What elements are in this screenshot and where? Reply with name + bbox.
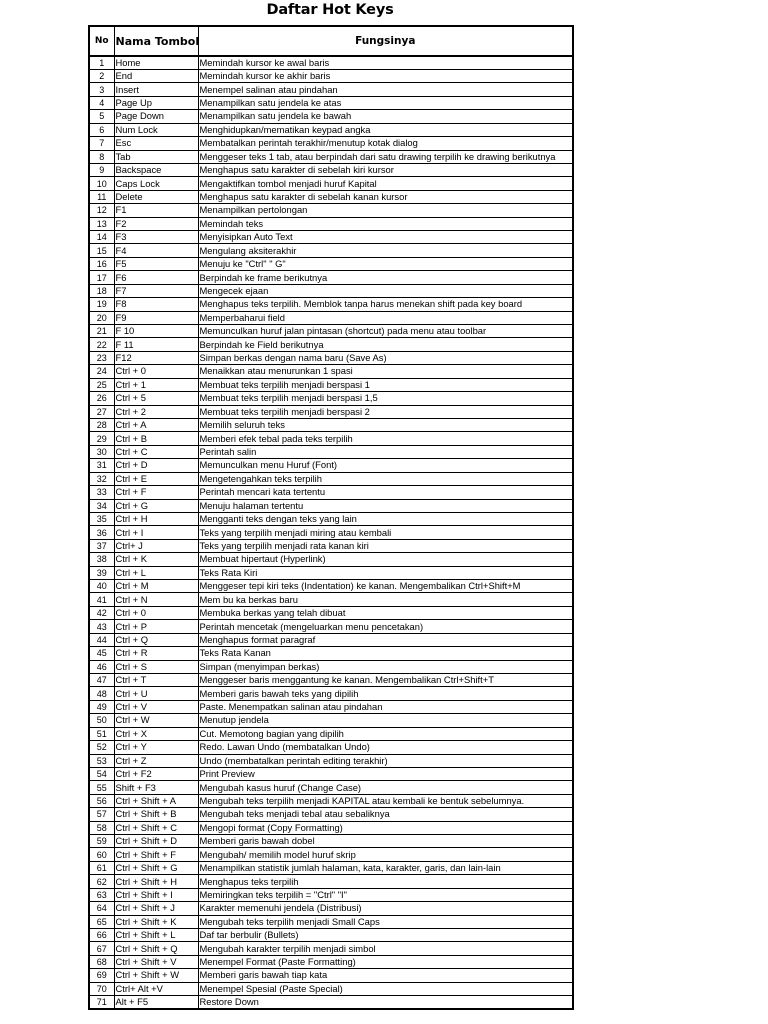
key-name-cell: F1: [114, 204, 198, 217]
key-name-cell: Ctrl + Shift + I: [114, 888, 198, 901]
row-number-cell: 28: [89, 418, 114, 431]
function-cell: Membatalkan perintah terakhir/menutup kotak dialog: [198, 137, 573, 150]
table-row: [89, 647, 573, 660]
function-cell: Mengulang aksiterakhir: [198, 244, 573, 257]
row-number-cell: 49: [89, 700, 114, 713]
key-name-cell: Ctrl + L: [114, 566, 198, 579]
row-number-cell: 14: [89, 231, 114, 244]
table-row: [89, 553, 573, 566]
column-header-key-name: Nama Tombol: [114, 26, 198, 56]
table-row: [89, 794, 573, 807]
key-name-cell: Ctrl + V: [114, 700, 198, 713]
function-cell: Simpan berkas dengan nama baru (Save As): [198, 351, 573, 364]
row-number-cell: 17: [89, 271, 114, 284]
table-row: [89, 405, 573, 418]
table-row: [89, 808, 573, 821]
function-cell: Menampilkan satu jendela ke bawah: [198, 110, 573, 123]
key-name-cell: Ctrl + Shift + C: [114, 821, 198, 834]
row-number-cell: 51: [89, 727, 114, 740]
row-number-cell: 1: [89, 56, 114, 70]
key-name-cell: Insert: [114, 83, 198, 96]
row-number-cell: 60: [89, 848, 114, 861]
page-title: Daftar Hot Keys: [266, 2, 394, 18]
function-cell: Menghapus teks terpilih: [198, 875, 573, 888]
row-number-cell: 25: [89, 378, 114, 391]
key-name-cell: Ctrl + M: [114, 580, 198, 593]
table-row: [89, 821, 573, 834]
function-cell: Membuat teks terpilih menjadi berspasi 1,5: [198, 392, 573, 405]
table-row: [89, 56, 573, 70]
function-cell: Perintah salin: [198, 445, 573, 458]
table-row: [89, 512, 573, 525]
row-number-cell: 71: [89, 996, 114, 1010]
row-number-cell: 57: [89, 808, 114, 821]
row-number-cell: 64: [89, 902, 114, 915]
key-name-cell: F9: [114, 311, 198, 324]
function-cell: Menghapus teks terpilih. Memblok tanpa harus menekan shift pada key board: [198, 298, 573, 311]
key-name-cell: Ctrl + T: [114, 673, 198, 686]
table-row: [89, 472, 573, 485]
table-row: [89, 781, 573, 794]
table-row: [89, 432, 573, 445]
key-name-cell: Ctrl + Shift + D: [114, 835, 198, 848]
row-number-cell: 35: [89, 512, 114, 525]
table-row: [89, 996, 573, 1010]
function-cell: Memilih seluruh teks: [198, 418, 573, 431]
hotkeys-table: [88, 25, 574, 1010]
function-cell: Menempel Spesial (Paste Special): [198, 982, 573, 995]
key-name-cell: Ctrl + W: [114, 714, 198, 727]
function-cell: Menghapus satu karakter di sebelah kanan kursor: [198, 190, 573, 203]
table-row: [89, 539, 573, 552]
function-cell: Teks Rata Kanan: [198, 647, 573, 660]
key-name-cell: Ctrl + Shift + V: [114, 955, 198, 968]
key-name-cell: Ctrl + Shift + Q: [114, 942, 198, 955]
key-name-cell: F 10: [114, 325, 198, 338]
function-cell: Memberi garis bawah tiap kata: [198, 969, 573, 982]
function-cell: Memindah kursor ke akhir baris: [198, 70, 573, 83]
row-number-cell: 44: [89, 633, 114, 646]
key-name-cell: Ctrl + Shift + B: [114, 808, 198, 821]
table-row: [89, 298, 573, 311]
function-cell: Mengubah teks terpilih menjadi Small Caps: [198, 915, 573, 928]
table-row: [89, 861, 573, 874]
function-cell: Menempel salinan atau pindahan: [198, 83, 573, 96]
row-number-cell: 21: [89, 325, 114, 338]
table-row: [89, 392, 573, 405]
key-name-cell: Num Lock: [114, 123, 198, 136]
row-number-cell: 31: [89, 459, 114, 472]
function-cell: Menghidupkan/mematikan keypad angka: [198, 123, 573, 136]
row-number-cell: 11: [89, 190, 114, 203]
row-number-cell: 48: [89, 687, 114, 700]
function-cell: Menggeser tepi kiri teks (Indentation) ke kanan. Mengembalikan Ctrl+Shift+M: [198, 580, 573, 593]
table-row: [89, 351, 573, 364]
key-name-cell: End: [114, 70, 198, 83]
key-name-cell: Page Up: [114, 96, 198, 109]
function-cell: Menghapus format paragraf: [198, 633, 573, 646]
function-cell: Print Preview: [198, 767, 573, 780]
key-name-cell: F2: [114, 217, 198, 230]
function-cell: Mengetengahkan teks terpilih: [198, 472, 573, 485]
function-cell: Menuju halaman tertentu: [198, 499, 573, 512]
row-number-cell: 65: [89, 915, 114, 928]
table-row: [89, 902, 573, 915]
key-name-cell: Ctrl + N: [114, 593, 198, 606]
key-name-cell: Ctrl + H: [114, 512, 198, 525]
table-row: [89, 311, 573, 324]
key-name-cell: Ctrl + F2: [114, 767, 198, 780]
key-name-cell: Ctrl + Shift + G: [114, 861, 198, 874]
table-row: [89, 70, 573, 83]
row-number-cell: 62: [89, 875, 114, 888]
table-row: [89, 526, 573, 539]
function-cell: Membuat hipertaut (Hyperlink): [198, 553, 573, 566]
row-number-cell: 26: [89, 392, 114, 405]
key-name-cell: Ctrl + Shift + A: [114, 794, 198, 807]
function-cell: Mengubah karakter terpilih menjadi simbol: [198, 942, 573, 955]
row-number-cell: 12: [89, 204, 114, 217]
key-name-cell: Ctrl + Q: [114, 633, 198, 646]
row-number-cell: 13: [89, 217, 114, 230]
table-row: [89, 284, 573, 297]
function-cell: Undo (membatalkan perintah editing terakhir): [198, 754, 573, 767]
table-row: [89, 929, 573, 942]
key-name-cell: Ctrl + Z: [114, 754, 198, 767]
table-row: [89, 982, 573, 995]
function-cell: Mengubah teks menjadi tebal atau sebaliknya: [198, 808, 573, 821]
row-number-cell: 6: [89, 123, 114, 136]
key-name-cell: Page Down: [114, 110, 198, 123]
function-cell: Paste. Menempatkan salinan atau pindahan: [198, 700, 573, 713]
function-cell: Teks yang terpilih menjadi rata kanan kiri: [198, 539, 573, 552]
table-row: [89, 942, 573, 955]
table-row: [89, 486, 573, 499]
table-row: [89, 123, 573, 136]
key-name-cell: Ctrl + A: [114, 418, 198, 431]
key-name-cell: F5: [114, 257, 198, 270]
function-cell: Berpindah ke frame berikutnya: [198, 271, 573, 284]
table-row: [89, 955, 573, 968]
function-cell: Redo. Lawan Undo (membatalkan Undo): [198, 741, 573, 754]
function-cell: Memberi efek tebal pada teks terpilih: [198, 432, 573, 445]
key-name-cell: Caps Lock: [114, 177, 198, 190]
key-name-cell: Ctrl + K: [114, 553, 198, 566]
key-name-cell: F7: [114, 284, 198, 297]
key-name-cell: Ctrl + C: [114, 445, 198, 458]
key-name-cell: F3: [114, 231, 198, 244]
function-cell: Menaikkan atau menurunkan 1 spasi: [198, 365, 573, 378]
function-cell: Perintah mencari kata tertentu: [198, 486, 573, 499]
function-cell: Menampilkan statistik jumlah halaman, kata, karakter, garis, dan lain-lain: [198, 861, 573, 874]
key-name-cell: Ctrl + D: [114, 459, 198, 472]
key-name-cell: Home: [114, 56, 198, 70]
function-cell: Memberi garis bawah teks yang dipilih: [198, 687, 573, 700]
key-name-cell: Ctrl + 0: [114, 606, 198, 619]
key-name-cell: F6: [114, 271, 198, 284]
key-name-cell: Ctrl + F: [114, 486, 198, 499]
table-row: [89, 660, 573, 673]
row-number-cell: 61: [89, 861, 114, 874]
function-cell: Daf tar berbulir (Bullets): [198, 929, 573, 942]
key-name-cell: Alt + F5: [114, 996, 198, 1010]
function-cell: Membuat teks terpilih menjadi berspasi 1: [198, 378, 573, 391]
row-number-cell: 7: [89, 137, 114, 150]
key-name-cell: Ctrl + Shift + W: [114, 969, 198, 982]
table-row: [89, 673, 573, 686]
function-cell: Memunculkan menu Huruf (Font): [198, 459, 573, 472]
table-row: [89, 580, 573, 593]
function-cell: Memberi garis bawah dobel: [198, 835, 573, 848]
row-number-cell: 19: [89, 298, 114, 311]
function-cell: Menutup jendela: [198, 714, 573, 727]
key-name-cell: Ctrl + Shift + F: [114, 848, 198, 861]
key-name-cell: Ctrl + U: [114, 687, 198, 700]
function-cell: Mengaktifkan tombol menjadi huruf Kapital: [198, 177, 573, 190]
key-name-cell: Ctrl + G: [114, 499, 198, 512]
table-body: [89, 56, 573, 1009]
row-number-cell: 46: [89, 660, 114, 673]
column-header-function: Fungsinya: [198, 26, 573, 56]
table-row: [89, 741, 573, 754]
table-row: [89, 848, 573, 861]
key-name-cell: Ctrl + 5: [114, 392, 198, 405]
row-number-cell: 67: [89, 942, 114, 955]
row-number-cell: 2: [89, 70, 114, 83]
key-name-cell: F4: [114, 244, 198, 257]
function-cell: Memiringkan teks terpilih = "Ctrl" "I": [198, 888, 573, 901]
row-number-cell: 42: [89, 606, 114, 619]
function-cell: Menghapus satu karakter di sebelah kiri kursor: [198, 163, 573, 176]
table-row: [89, 177, 573, 190]
key-name-cell: Ctrl + Shift + K: [114, 915, 198, 928]
table-row: [89, 714, 573, 727]
key-name-cell: Ctrl + R: [114, 647, 198, 660]
key-name-cell: Ctrl + 2: [114, 405, 198, 418]
function-cell: Mengecek ejaan: [198, 284, 573, 297]
table-row: [89, 231, 573, 244]
table-row: [89, 606, 573, 619]
row-number-cell: 58: [89, 821, 114, 834]
row-number-cell: 40: [89, 580, 114, 593]
row-number-cell: 54: [89, 767, 114, 780]
table-row: [89, 338, 573, 351]
function-cell: Menggeser baris menggantung ke kanan. Mengembalikan Ctrl+Shift+T: [198, 673, 573, 686]
key-name-cell: Ctrl + P: [114, 620, 198, 633]
key-name-cell: Delete: [114, 190, 198, 203]
table-row: [89, 445, 573, 458]
row-number-cell: 22: [89, 338, 114, 351]
row-number-cell: 24: [89, 365, 114, 378]
row-number-cell: 5: [89, 110, 114, 123]
function-cell: Memperbaharui field: [198, 311, 573, 324]
row-number-cell: 50: [89, 714, 114, 727]
row-number-cell: 63: [89, 888, 114, 901]
table-row: [89, 96, 573, 109]
row-number-cell: 10: [89, 177, 114, 190]
function-cell: Mengubah teks terpilih menjadi KAPITAL atau kembali ke bentuk sebelumnya.: [198, 794, 573, 807]
row-number-cell: 47: [89, 673, 114, 686]
table-row: [89, 418, 573, 431]
table-row: [89, 365, 573, 378]
table-row: [89, 835, 573, 848]
table-row: [89, 83, 573, 96]
row-number-cell: 36: [89, 526, 114, 539]
row-number-cell: 37: [89, 539, 114, 552]
function-cell: Memunculkan huruf jalan pintasan (shortcut) pada menu atau toolbar: [198, 325, 573, 338]
table-row: [89, 915, 573, 928]
function-cell: Memindah kursor ke awal baris: [198, 56, 573, 70]
key-name-cell: Ctrl + 1: [114, 378, 198, 391]
function-cell: Mengganti teks dengan teks yang lain: [198, 512, 573, 525]
table-header-row: [89, 26, 573, 56]
row-number-cell: 15: [89, 244, 114, 257]
row-number-cell: 23: [89, 351, 114, 364]
table-row: [89, 459, 573, 472]
function-cell: Membuka berkas yang telah dibuat: [198, 606, 573, 619]
table-row: [89, 593, 573, 606]
table-row: [89, 633, 573, 646]
row-number-cell: 34: [89, 499, 114, 512]
function-cell: Simpan (menyimpan berkas): [198, 660, 573, 673]
key-name-cell: Tab: [114, 150, 198, 163]
function-cell: Teks yang terpilih menjadi miring atau kembali: [198, 526, 573, 539]
table-row: [89, 204, 573, 217]
row-number-cell: 39: [89, 566, 114, 579]
function-cell: Menempel Format (Paste Formatting): [198, 955, 573, 968]
row-number-cell: 4: [89, 96, 114, 109]
function-cell: Menggeser teks 1 tab, atau berpindah dari satu drawing terpilih ke drawing berikutnya: [198, 150, 573, 163]
key-name-cell: Ctrl+ J: [114, 539, 198, 552]
key-name-cell: Ctrl + E: [114, 472, 198, 485]
row-number-cell: 56: [89, 794, 114, 807]
function-cell: Membuat teks terpilih menjadi berspasi 2: [198, 405, 573, 418]
key-name-cell: Esc: [114, 137, 198, 150]
key-name-cell: Ctrl + Y: [114, 741, 198, 754]
key-name-cell: Ctrl + S: [114, 660, 198, 673]
key-name-cell: Ctrl + Shift + H: [114, 875, 198, 888]
row-number-cell: 27: [89, 405, 114, 418]
row-number-cell: 43: [89, 620, 114, 633]
key-name-cell: Ctrl + B: [114, 432, 198, 445]
table-row: [89, 271, 573, 284]
row-number-cell: 69: [89, 969, 114, 982]
row-number-cell: 52: [89, 741, 114, 754]
table-row: [89, 499, 573, 512]
table-row: [89, 325, 573, 338]
key-name-cell: Shift + F3: [114, 781, 198, 794]
function-cell: Menampilkan satu jendela ke atas: [198, 96, 573, 109]
table-row: [89, 875, 573, 888]
function-cell: Mengopi format (Copy Formatting): [198, 821, 573, 834]
table-row: [89, 244, 573, 257]
function-cell: Menyisipkan Auto Text: [198, 231, 573, 244]
table-row: [89, 700, 573, 713]
row-number-cell: 55: [89, 781, 114, 794]
table-row: [89, 137, 573, 150]
row-number-cell: 41: [89, 593, 114, 606]
key-name-cell: Backspace: [114, 163, 198, 176]
table-row: [89, 754, 573, 767]
function-cell: Menampilkan pertolongan: [198, 204, 573, 217]
row-number-cell: 33: [89, 486, 114, 499]
row-number-cell: 3: [89, 83, 114, 96]
function-cell: Memindah teks: [198, 217, 573, 230]
key-name-cell: F 11: [114, 338, 198, 351]
table-row: [89, 566, 573, 579]
table-row: [89, 888, 573, 901]
row-number-cell: 70: [89, 982, 114, 995]
table-row: [89, 620, 573, 633]
table-row: [89, 190, 573, 203]
key-name-cell: F8: [114, 298, 198, 311]
table-row: [89, 969, 573, 982]
row-number-cell: 20: [89, 311, 114, 324]
function-cell: Perintah mencetak (mengeluarkan menu pencetakan): [198, 620, 573, 633]
row-number-cell: 30: [89, 445, 114, 458]
key-name-cell: Ctrl+ Alt +V: [114, 982, 198, 995]
row-number-cell: 38: [89, 553, 114, 566]
row-number-cell: 66: [89, 929, 114, 942]
table-row: [89, 767, 573, 780]
table-row: [89, 257, 573, 270]
function-cell: Teks Rata Kiri: [198, 566, 573, 579]
function-cell: Mengubah/ memilih model huruf skrip: [198, 848, 573, 861]
row-number-cell: 9: [89, 163, 114, 176]
table-row: [89, 378, 573, 391]
table-row: [89, 163, 573, 176]
table-row: [89, 110, 573, 123]
row-number-cell: 8: [89, 150, 114, 163]
key-name-cell: Ctrl + 0: [114, 365, 198, 378]
table-row: [89, 687, 573, 700]
function-cell: Berpindah ke Field berikutnya: [198, 338, 573, 351]
table-row: [89, 727, 573, 740]
key-name-cell: Ctrl + Shift + J: [114, 902, 198, 915]
row-number-cell: 16: [89, 257, 114, 270]
row-number-cell: 29: [89, 432, 114, 445]
function-cell: Cut. Memotong bagian yang dipilih: [198, 727, 573, 740]
row-number-cell: 18: [89, 284, 114, 297]
row-number-cell: 32: [89, 472, 114, 485]
row-number-cell: 53: [89, 754, 114, 767]
function-cell: Restore Down: [198, 996, 573, 1010]
key-name-cell: Ctrl + I: [114, 526, 198, 539]
function-cell: Menuju ke "Ctrl" " G": [198, 257, 573, 270]
function-cell: Mem bu ka berkas baru: [198, 593, 573, 606]
table-row: [89, 217, 573, 230]
table-row: [89, 150, 573, 163]
function-cell: Karakter memenuhi jendela (Distribusi): [198, 902, 573, 915]
row-number-cell: 45: [89, 647, 114, 660]
row-number-cell: 59: [89, 835, 114, 848]
key-name-cell: Ctrl + Shift + L: [114, 929, 198, 942]
column-header-no: No: [89, 26, 114, 56]
key-name-cell: Ctrl + X: [114, 727, 198, 740]
row-number-cell: 68: [89, 955, 114, 968]
key-name-cell: F12: [114, 351, 198, 364]
function-cell: Mengubah kasus huruf (Change Case): [198, 781, 573, 794]
